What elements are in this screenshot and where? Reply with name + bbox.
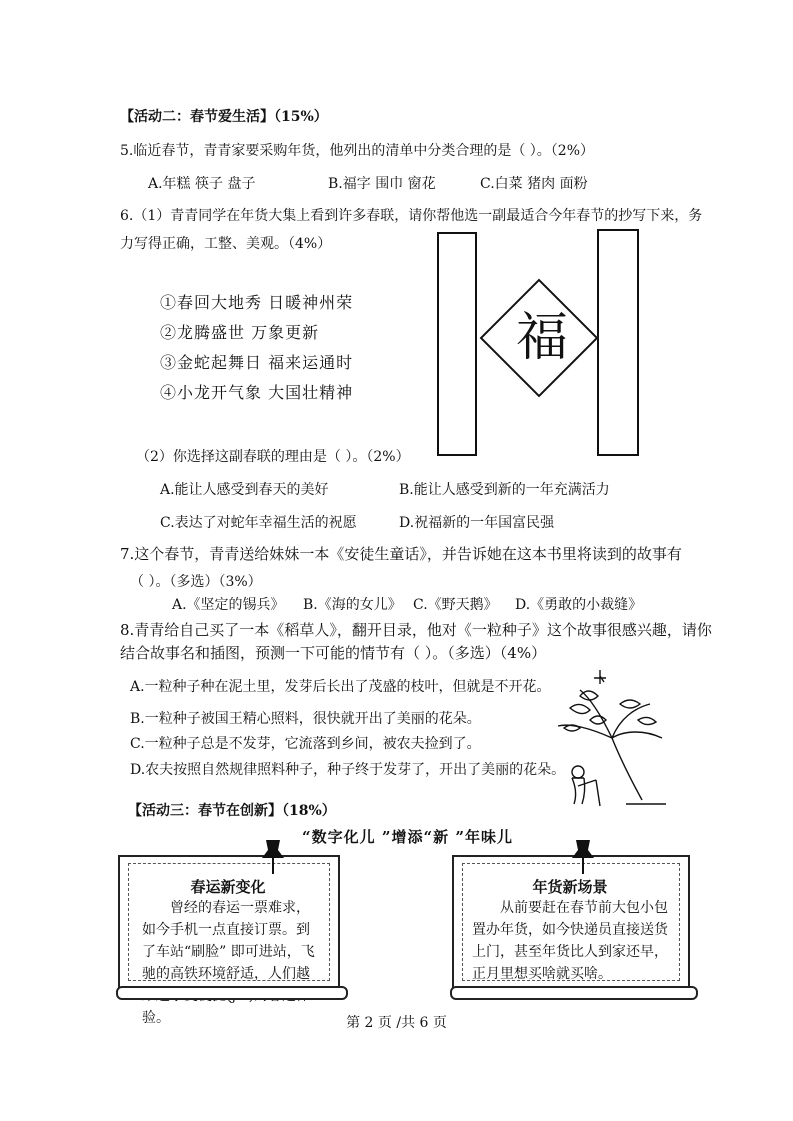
pushpin-icon: [258, 836, 288, 876]
couplet-option-2: ②龙腾盛世 万象更新: [160, 323, 320, 342]
q5-option-b: B.福字 围巾 窗花: [328, 176, 436, 192]
card-right-body: 从前要赶在春节前大包小包置办年货，如今快递员直接送货上门，甚至年货比人到家还早，正月里想买啥就买啥。: [472, 900, 668, 982]
q6-sub2-option-d: D.祝福新的一年国富民强: [399, 515, 555, 531]
card-left-body: 曾经的春运一票难求，如今手机一点直接订票。到了车站“刷脸” 即可进站，飞驰的高铁环境舒适，人们越 验。: [142, 900, 315, 1026]
card-right-title: 年货新场景: [532, 878, 608, 896]
couplet-option-3: ③金蛇起舞日 福来运通时: [160, 353, 354, 372]
card-left-title: 春运新变化: [190, 878, 266, 896]
q7-stem-line1: 7.这个春节，青青送给妹妹一本《安徒生童话》，并告诉她在这本书里将读到的故事有: [120, 545, 682, 563]
activity2-header: 【活动二：春节爱生活】（15%）: [120, 109, 328, 125]
farmer-tree-illustration: [550, 668, 670, 808]
q6-sub2-option-b: B.能让人感受到新的一年充满活力: [399, 482, 610, 498]
activity3-header: 【活动三：春节在创新】（18%）: [128, 803, 336, 819]
q7-stem-line2: （ ）。（多选）（3%）: [130, 574, 262, 590]
card-left-scroll-edge: [116, 986, 348, 1000]
page-footer: 第 2 页 /共 6 页: [346, 1015, 447, 1031]
q7-option-c: C.《野天鹅》: [413, 597, 498, 613]
q6-stem-line1: 6.（1）青青同学在年货大集上看到许多春联，请你帮他选一副最适合今年春节的抄写下来，务: [120, 208, 703, 224]
q8-option-b: B.一粒种子被国王精心照料，很快就开出了美丽的花朵。: [130, 711, 481, 727]
q5-stem: 5.临近春节，青青家要采购年货，他列出的清单中分类合理的是（ ）。（2%）: [120, 143, 595, 159]
q5-option-c: C.白菜 猪肉 面粉: [480, 176, 588, 192]
q7-option-a: A.《坚定的锡兵》: [172, 597, 285, 613]
q6-sub2-option-a: A.能让人感受到春天的美好: [160, 482, 329, 498]
q6-stem-line2: 力写得正确，工整、美观。（4%）: [120, 236, 332, 252]
left-couplet-strip[interactable]: [437, 232, 477, 456]
q8-stem-line2: 结合故事名和插图，预测一下可能的情节有（ ）。（多选）（4%）: [120, 644, 547, 662]
q6-sub2-option-c: C.表达了对蛇年幸福生活的祝愿: [160, 515, 357, 531]
couplet-option-1: ①春回大地秀 日暖神州荣: [160, 293, 354, 312]
couplet-option-4: ④小龙开气象 大国壮精神: [160, 383, 354, 402]
card-right-scroll-edge: [450, 986, 698, 1000]
q5-option-a: A.年糕 筷子 盘子: [148, 176, 256, 192]
q7-option-b: B.《海的女儿》: [303, 597, 402, 613]
pushpin-icon: [568, 836, 598, 876]
activity3-subtitle: “数字化儿 ”增添“新 ”年味儿: [302, 828, 513, 846]
q8-option-d: D.农夫按照自然规律照料种子，种子终于发芽了，开出了美丽的花朵。: [130, 762, 566, 778]
q8-option-c: C.一粒种子总是不发芽，它流落到乡间，被农夫捡到了。: [130, 736, 481, 752]
q8-stem-line1: 8.青青给自己买了一本《稻草人》，翻开目录，他对《一粒种子》这个故事很感兴趣，请你: [120, 621, 712, 639]
q7-option-d: D.《勇敢的小裁缝》: [515, 597, 643, 613]
fu-character: 福: [515, 308, 568, 368]
q6-sub2-stem: （2）你选择这副春联的理由是（ ）。（2%）: [136, 449, 410, 465]
right-couplet-strip[interactable]: [597, 229, 639, 456]
q8-option-a: A.一粒种子种在泥土里，发芽后长出了茂盛的枝叶，但就是不开花。: [130, 679, 551, 695]
